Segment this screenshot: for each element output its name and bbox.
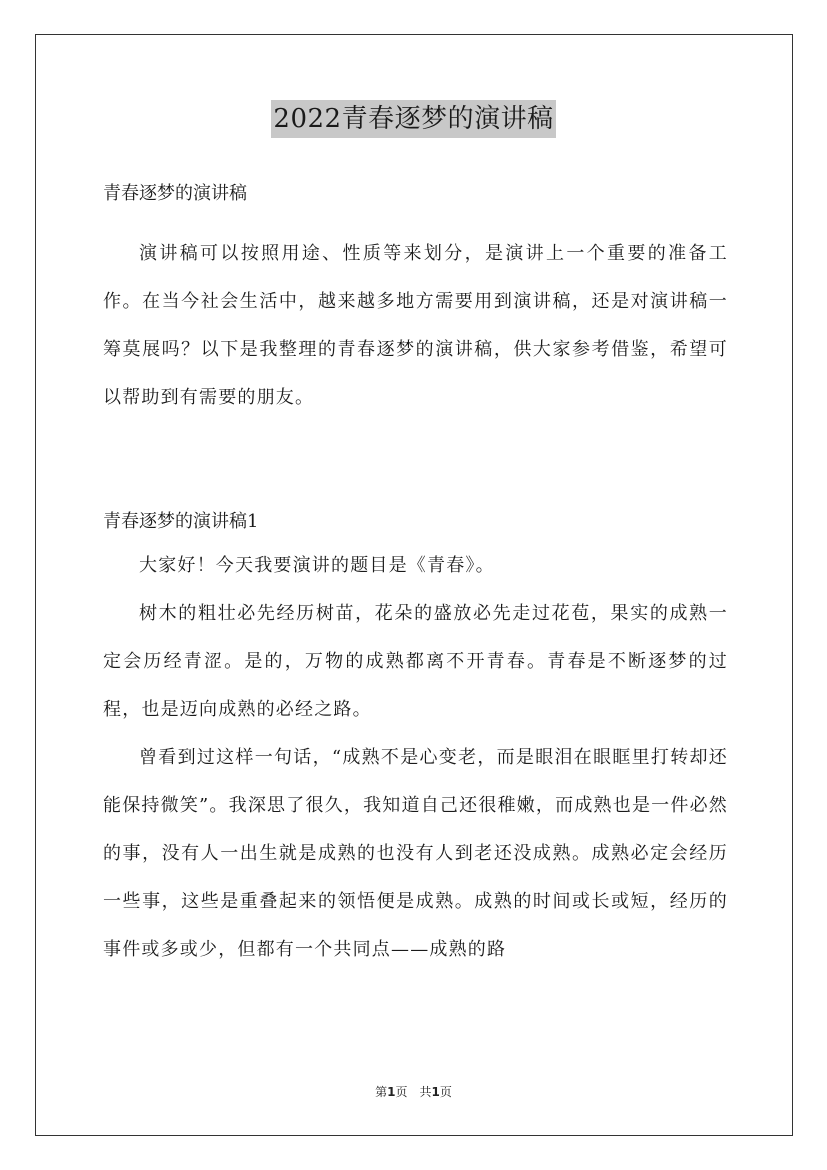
page-total: 1	[431, 1085, 440, 1099]
body-paragraph: 树木的粗壮必先经历树苗，花朵的盛放必先走过花苞，果实的成熟一定会历经青涩。是的，万物的成熟都离不开青春。青春是不断逐梦的过程，也是迈向成熟的必经之路。	[103, 603, 728, 720]
body-paragraph: 曾看到过这样一句话，“成熟不是心变老，而是眼泪在眼眶里打转却还能保持微笑”。我深思了很久，我知道自己还很稚嫩，而成熟也是一件必然的事，没有人一出生就是成熟的也没有人到老还没成熟。成熟必定会经历一些事，这些是重叠起来的领悟便是成熟。成熟的时间或长或短，经历的事件或多或少，但都有一个共同点——成熟的路	[103, 747, 728, 960]
intro-heading: 青春逐梦的演讲稿	[103, 183, 247, 204]
spacer	[103, 422, 728, 502]
page-suffix: 页	[439, 1085, 452, 1099]
title-area	[0, 100, 827, 138]
section-heading: 青春逐梦的演讲稿1	[103, 511, 259, 532]
page-prefix: 第	[375, 1085, 388, 1099]
document-body	[103, 174, 728, 974]
page-footer	[0, 1083, 827, 1100]
spacer	[103, 214, 728, 230]
document-title: 2022青春逐梦的演讲稿	[271, 100, 555, 138]
page-current: 1	[387, 1085, 396, 1099]
body-paragraph: 大家好！今天我要演讲的题目是《青春》。	[139, 555, 495, 576]
page-mid: 页 共	[395, 1085, 432, 1099]
intro-paragraph: 演讲稿可以按照用途、性质等来划分，是演讲上一个重要的准备工作。在当今社会生活中，越来越多地方需要用到演讲稿，还是对演讲稿一筹莫展吗？以下是我整理的青春逐梦的演讲稿，供大家参考借鉴，希望可以帮助到有需要的朋友。	[103, 243, 728, 408]
